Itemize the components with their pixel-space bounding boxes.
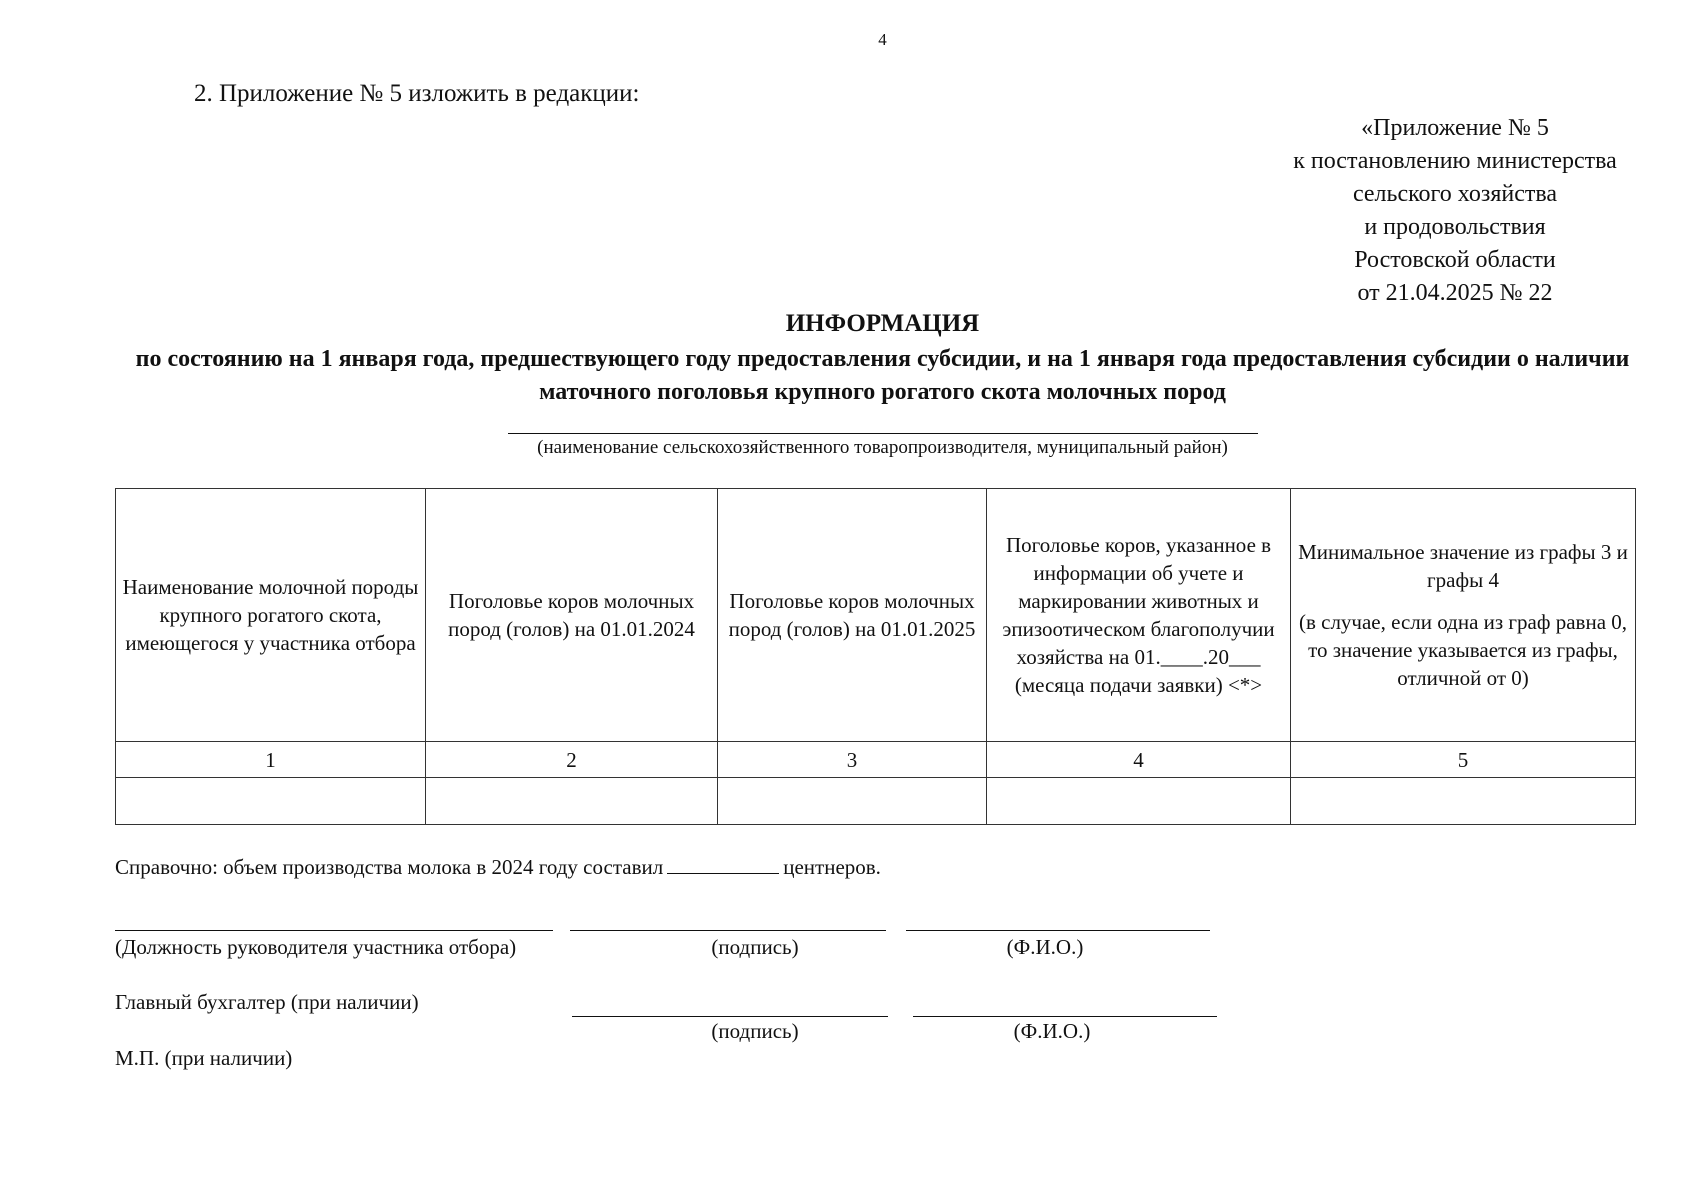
column-number: 3: [718, 742, 987, 778]
amendment-intro: 2. Приложение № 5 изложить в редакции:: [194, 80, 640, 107]
producer-name-line[interactable]: [508, 433, 1258, 434]
header-minimum-value: [1291, 489, 1636, 742]
accountant-signature-caption: (подпись): [711, 1019, 799, 1043]
milk-volume-blank[interactable]: [667, 872, 779, 874]
head-name-line[interactable]: [906, 930, 1210, 931]
head-name-caption: (Ф.И.О.): [1006, 935, 1084, 959]
milk-production-reference: [115, 855, 881, 880]
head-signature-caption: (подпись): [711, 935, 799, 959]
column-number: 4: [987, 742, 1291, 778]
reference-text: Справочно: объем производства молока в 2024 году составил: [115, 855, 664, 879]
appendix-header-line: к постановлению министерства: [1293, 148, 1617, 174]
column-number: 1: [116, 742, 426, 778]
header-breed-name: Наименование молочной породы крупного рогатого скота, имеющегося у участника отбора: [116, 489, 426, 742]
column-number: 2: [426, 742, 718, 778]
chief-accountant-label: Главный бухгалтер (при наличии): [115, 990, 419, 1014]
position-caption: (Должность руководителя участника отбора): [115, 935, 517, 959]
head-signature-line[interactable]: [570, 930, 886, 931]
reference-unit: центнеров.: [783, 855, 881, 879]
appendix-header-line: «Приложение № 5: [1361, 115, 1549, 141]
cell-cows-2025[interactable]: [718, 778, 987, 825]
cell-cows-registry[interactable]: [987, 778, 1291, 825]
header-cows-registry: Поголовье коров, указанное в информации об учете и маркировании животных и эпизоотическом благополучии хозяйства на 01.____.20___ (месяца подачи заявки) <*>: [987, 489, 1291, 742]
appendix-header-line: от 21.04.2025 № 22: [1357, 280, 1553, 306]
producer-name-caption: (наименование сельскохозяйственного товаропроизводителя, муниципальный район): [537, 437, 1228, 458]
appendix-header-line: Ростовской области: [1354, 247, 1556, 273]
table-data-row: [116, 778, 1636, 825]
stamp-label: М.П. (при наличии): [115, 1046, 293, 1070]
appendix-header-line: сельского хозяйства: [1352, 181, 1558, 207]
accountant-name-line[interactable]: [913, 1016, 1217, 1017]
document-subtitle: по состоянию на 1 января года, предшествующего году предоставления субсидии, и на 1 января года предоставления субсидии о наличии маточного поголовья крупного рогатого скота молочных пород: [135, 346, 1630, 405]
header-cows-2025: Поголовье коров молочных пород (голов) на 01.01.2025: [718, 489, 987, 742]
accountant-signature-line[interactable]: [572, 1016, 888, 1017]
table-column-numbers-row: [116, 742, 1636, 778]
table-header-row: [116, 489, 1636, 742]
header-cows-2024: Поголовье коров молочных пород (голов) на 01.01.2024: [426, 489, 718, 742]
appendix-header-line: и продовольствия: [1364, 214, 1546, 240]
header-minimum-main: Минимальное значение из графы 3 и графы 4: [1298, 540, 1628, 592]
page-number: 4: [878, 30, 887, 49]
cell-cows-2024[interactable]: [426, 778, 718, 825]
accountant-name-caption: (Ф.И.О.): [1013, 1019, 1091, 1043]
position-line[interactable]: [115, 930, 553, 931]
document-title: ИНФОРМАЦИЯ: [785, 310, 980, 337]
cell-minimum-value[interactable]: [1291, 778, 1636, 825]
header-minimum-note: (в случае, если одна из граф равна 0, то значение указывается из графы, отличной от 0): [1298, 610, 1628, 690]
livestock-info-table: [115, 488, 1636, 825]
column-number: 5: [1291, 742, 1636, 778]
appendix-header: [1230, 112, 1680, 310]
cell-breed-name[interactable]: [116, 778, 426, 825]
